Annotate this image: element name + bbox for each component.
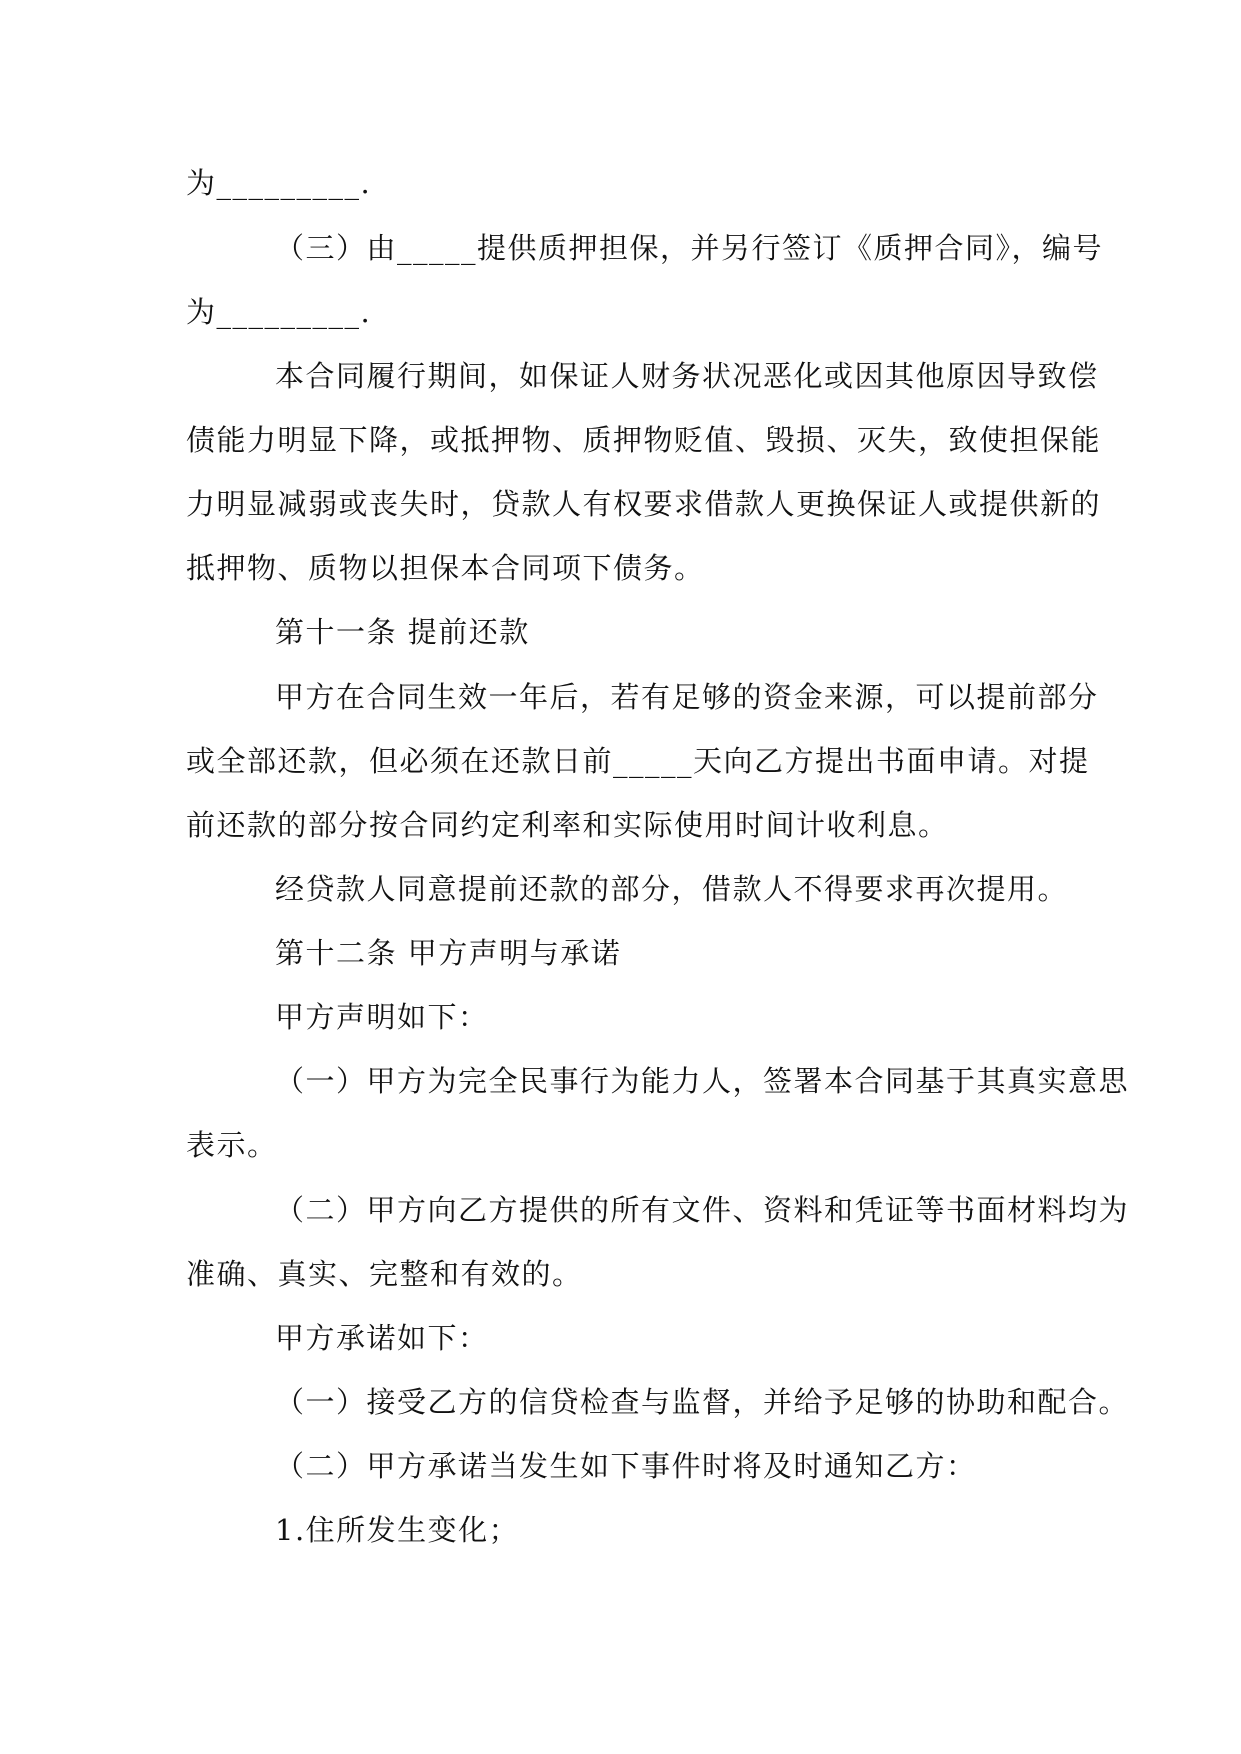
text-line: 表示。: [186, 1128, 278, 1162]
section-heading: 第十二条 甲方声明与承诺: [275, 936, 622, 970]
text-line: 抵押物、质物以担保本合同项下债务。: [186, 551, 705, 585]
list-item: 1.住所发生变化；: [275, 1513, 520, 1547]
text-line: 甲方承诺如下：: [275, 1321, 489, 1355]
text-line: （三）由_____提供质押担保，并另行签订《质押合同》，编号: [275, 231, 1104, 265]
text-line: 力明显减弱或丧失时，贷款人有权要求借款人更换保证人或提供新的: [186, 487, 1102, 521]
text-line: 甲方在合同生效一年后，若有足够的资金来源，可以提前部分: [275, 680, 1099, 714]
text-line: 债能力明显下降，或抵押物、质押物贬值、毁损、灭失，致使担保能: [186, 423, 1102, 457]
text-line: 或全部还款，但必须在还款日前_____天向乙方提出书面申请。对提: [186, 744, 1090, 778]
text-line: 为_________.: [186, 295, 372, 329]
text-line: 前还款的部分按合同约定利率和实际使用时间计收利息。: [186, 808, 949, 842]
text-line: （一）接受乙方的信贷检查与监督，并给予足够的协助和配合。: [275, 1385, 1130, 1419]
text-line: 为_________.: [186, 166, 372, 200]
section-heading: 第十一条 提前还款: [275, 615, 530, 649]
text-line: （二）甲方承诺当发生如下事件时将及时通知乙方：: [275, 1449, 977, 1483]
text-line: （一）甲方为完全民事行为能力人，签署本合同基于其真实意思: [275, 1064, 1130, 1098]
text-line: 经贷款人同意提前还款的部分，借款人不得要求再次提用。: [275, 872, 1069, 906]
text-line: （二）甲方向乙方提供的所有文件、资料和凭证等书面材料均为: [275, 1193, 1130, 1227]
text-line: 甲方声明如下：: [275, 1000, 489, 1034]
text-line: 本合同履行期间，如保证人财务状况恶化或因其他原因导致偿: [275, 359, 1099, 393]
text-line: 准确、真实、完整和有效的。: [186, 1257, 583, 1291]
